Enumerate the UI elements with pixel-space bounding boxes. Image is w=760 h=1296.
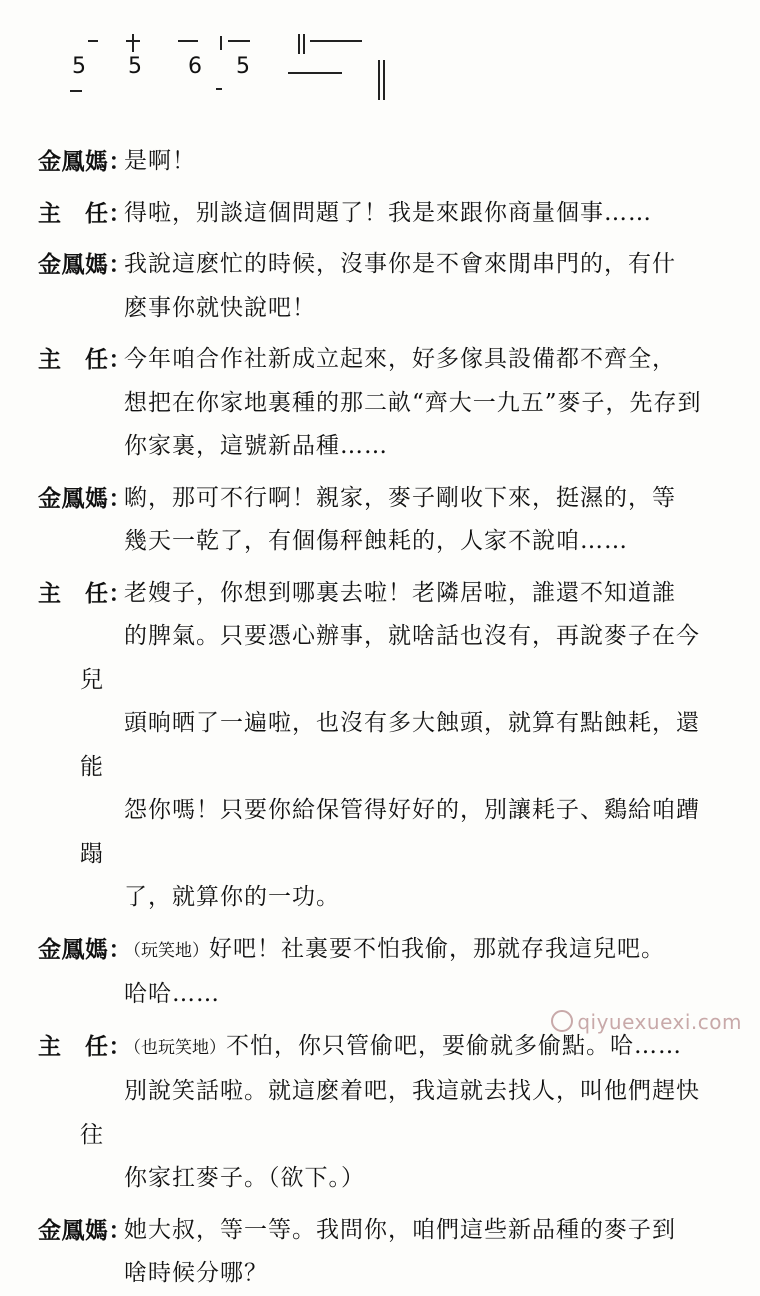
speech-line: 別說笑話啦。就這麽着吧，我這就去找人，叫他們趕快往 (80, 1078, 700, 1148)
dialogue-entry (0, 1025, 760, 1201)
dialogue-text (0, 140, 760, 1296)
speaker-label: 金鳳媽： (38, 484, 132, 512)
dialogue-entry (0, 477, 760, 564)
speech-text: 好吧！社裏要不怕我偷，那就存我這兒吧。 (209, 935, 665, 962)
speaker-label: 金鳳媽： (38, 251, 132, 278)
stage-direction: （玩笑地） (124, 940, 209, 961)
speech-line: 老嫂子，你想到哪裏去啦！老隣居啦，誰還不知道誰 (124, 579, 676, 606)
speaker-label: 金鳳媽： (38, 935, 132, 963)
speaker-label: 主 任： (38, 579, 132, 607)
note-2: 5 (128, 54, 142, 79)
dialogue-entry (0, 192, 760, 236)
speech-line: 的脾氣。只要憑心辦事，就啥話也沒有，再說麥子在今兒 (80, 623, 700, 693)
speech-line: 你家裏，這號新品種…… (124, 433, 388, 459)
speech-line: 喲，那可不行啊！親家，麥子剛收下來，挺濕的，等 (124, 484, 676, 511)
speaker-label: 主 任： (38, 1032, 132, 1060)
dialogue-entry (0, 572, 760, 920)
watermark-text: qiyuexuexi.com (577, 1010, 742, 1034)
speech-line: 怨你嗎！只要你給保管得好好的，別讓耗子、鷄給咱蹧蹋 (80, 797, 700, 867)
dialogue-entry (0, 338, 760, 469)
speech-line: 她大叔，等一等。我問你，咱們這些新品種的麥子到 (124, 1216, 676, 1243)
dialogue-entry (0, 1209, 760, 1296)
note-1: 5 (72, 54, 86, 79)
dialogue-entry (0, 928, 760, 1017)
dialogue-entry (0, 243, 760, 330)
speech-text: 不怕，你只管偷吧，要偷就多偷點。哈…… (226, 1032, 682, 1059)
speaker-label: 金鳳媽： (38, 148, 132, 175)
speaker-label: 主 任： (38, 346, 132, 373)
site-watermark (551, 1010, 742, 1034)
speech-line (124, 928, 724, 974)
dialogue-entry (0, 140, 760, 184)
speech-line: 我說這麽忙的時候，沒事你是不會來閒串門的，有什 (124, 251, 676, 277)
watermark-logo-icon (551, 1010, 573, 1032)
speech-line: 今年咱合作社新成立起來，好多傢具設備都不齊全， (124, 346, 676, 372)
speech-line: 得啦，别談這個問題了！我是來跟你商量個事…… (124, 199, 652, 226)
speech-line: 了，就算你的一功。 (124, 884, 340, 910)
speaker-label: 金鳳媽： (38, 1216, 132, 1244)
speech-line: 麽事你就快說吧！ (124, 294, 316, 321)
stage-direction: （也玩笑地） (124, 1037, 226, 1058)
speech-line: 你家扛麥子。（欲下。） (124, 1165, 365, 1191)
speech-line: 幾天一乾了，有個傷秤蝕耗的，人家不說咱…… (124, 528, 628, 554)
speech-line: 啥時候分哪？ (124, 1260, 268, 1286)
speech-line: 想把在你家地裏種的那二畝“齊大一九五”麥子，先存到 (124, 389, 702, 416)
speech-line: 是啊！ (124, 148, 196, 174)
speech-line: 哈哈…… (124, 981, 220, 1007)
speaker-label: 主 任： (38, 199, 132, 227)
speech-line: 頭晌晒了一遍啦，也沒有多大蝕頭，就算有點蝕耗，還能 (80, 710, 700, 780)
note-3: 6 (188, 54, 202, 79)
music-notation-fragment (60, 30, 400, 105)
note-4: 5 (236, 54, 250, 79)
